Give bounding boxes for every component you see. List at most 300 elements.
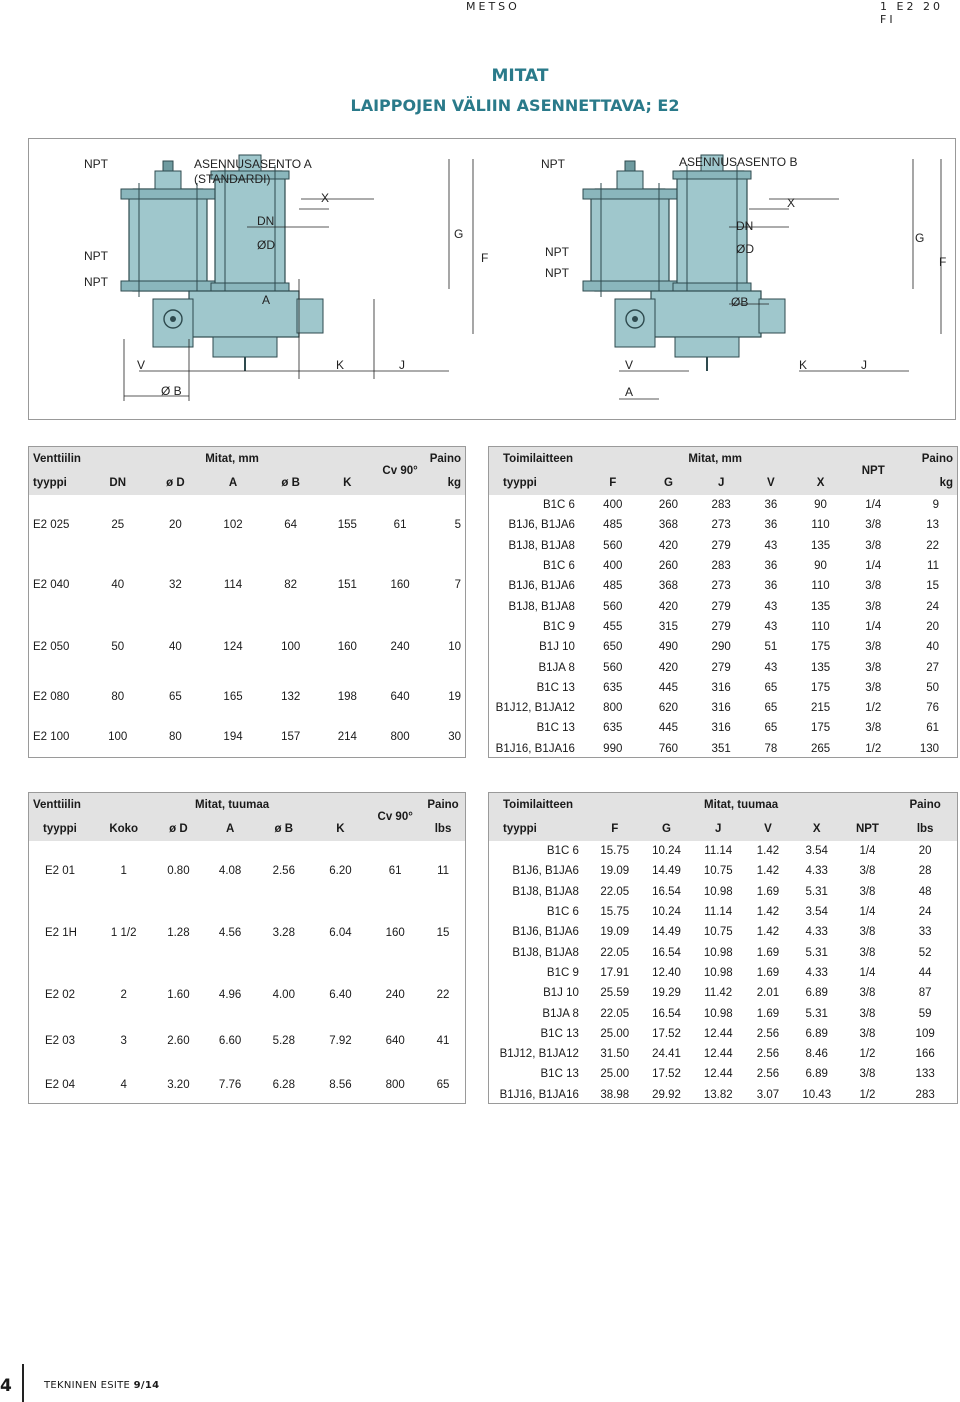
label-j-b: J xyxy=(861,358,867,372)
table-mm-valve-grid xyxy=(29,447,465,749)
cell: 5 xyxy=(454,519,461,531)
cell: 65 xyxy=(168,691,182,703)
cell: 165 xyxy=(223,691,243,703)
th-paino: Paino xyxy=(427,799,459,811)
cell: 640 xyxy=(390,691,410,703)
table-row xyxy=(489,515,957,535)
cell: 240 xyxy=(390,641,410,653)
cell: 1/2 xyxy=(859,1048,876,1061)
cell: 12.44 xyxy=(703,1027,733,1040)
th-col: A xyxy=(228,477,238,489)
cell: 316 xyxy=(711,681,731,694)
cell: 1/2 xyxy=(865,742,882,755)
label-a-b: A xyxy=(625,385,634,399)
cell: 7.92 xyxy=(329,1035,352,1047)
cell: B1C 13 xyxy=(540,1027,579,1040)
cell: E2 1H xyxy=(45,927,77,939)
cell: 4.33 xyxy=(805,865,828,878)
cell: 6.40 xyxy=(329,989,352,1001)
cell: 7 xyxy=(454,579,461,591)
cell: B1J 10 xyxy=(539,641,575,654)
table-row xyxy=(489,1003,957,1023)
table-row xyxy=(489,861,957,881)
cell: 279 xyxy=(711,620,731,633)
table-row xyxy=(29,635,465,659)
cell: B1C 6 xyxy=(542,560,575,573)
cell: 22 xyxy=(436,989,450,1001)
cell: 3/8 xyxy=(859,946,876,959)
cell: 78 xyxy=(764,742,778,755)
cell: 3/8 xyxy=(865,641,882,654)
label-j-a: J xyxy=(399,358,405,372)
footer-text xyxy=(44,1380,159,1391)
cell: 15.75 xyxy=(600,906,630,919)
label-v-a: V xyxy=(137,358,146,372)
cell: 24 xyxy=(918,906,932,919)
cell: 15 xyxy=(926,580,939,593)
table-mm-actuator-grid xyxy=(489,447,957,759)
cell: 3/8 xyxy=(865,600,882,613)
cell: 1 xyxy=(120,865,127,877)
label-ob-a: Ø B xyxy=(161,384,182,398)
table-row xyxy=(29,725,465,749)
table-row xyxy=(29,1073,465,1097)
cell: 157 xyxy=(281,731,301,743)
th-col: F xyxy=(611,823,619,835)
th-venttiilin: Venttiilin xyxy=(33,453,81,465)
cell: 1/4 xyxy=(859,845,876,858)
cell: E2 04 xyxy=(45,1079,76,1091)
label-a-a: A xyxy=(262,293,271,307)
cell: B1J8, B1JA8 xyxy=(508,539,575,552)
table-row xyxy=(489,678,957,698)
th-cv: Cv 90° xyxy=(382,465,418,477)
cell: 5.31 xyxy=(805,1007,828,1020)
cell: 490 xyxy=(658,641,679,654)
cell: 133 xyxy=(915,1068,935,1081)
cell: 9 xyxy=(932,499,939,512)
table-row xyxy=(29,983,465,1007)
cell: 400 xyxy=(603,560,623,573)
cell: 10 xyxy=(448,641,461,653)
cell: 76 xyxy=(926,702,939,715)
cell: 155 xyxy=(337,519,357,531)
cell: 3/8 xyxy=(865,661,882,674)
cell: 16.54 xyxy=(652,1007,681,1020)
cell: B1C 9 xyxy=(542,620,575,633)
label-npt-b-mid: NPT xyxy=(545,245,569,259)
cell: 11.42 xyxy=(704,987,733,1000)
cell: 445 xyxy=(658,722,679,735)
cell: 114 xyxy=(223,579,243,591)
cell: 10.43 xyxy=(802,1088,832,1101)
label-dn-b: DN xyxy=(736,219,754,233)
cell: 3.54 xyxy=(805,845,828,858)
table-mm-actuator xyxy=(488,446,958,758)
cell: B1C 13 xyxy=(536,722,575,735)
th-col: ø D xyxy=(166,477,185,489)
cell: 14.49 xyxy=(652,926,681,939)
th-mitat-mm-right: Mitat, mm xyxy=(688,453,742,465)
label-g-a: G xyxy=(454,227,464,241)
cell: B1C 13 xyxy=(536,681,575,694)
cell: B1C 6 xyxy=(542,499,575,512)
th-paino: Paino xyxy=(909,799,941,811)
label-npt-a-low: NPT xyxy=(84,275,108,289)
label-f-b: F xyxy=(939,255,947,269)
label-x-b: X xyxy=(787,196,796,210)
th-col: NPT xyxy=(855,823,879,835)
cell: 31.50 xyxy=(600,1048,630,1061)
cell: 1.42 xyxy=(756,845,780,858)
th-tyyppi: tyyppi xyxy=(33,477,67,489)
cell: 4.56 xyxy=(218,927,242,939)
cell: 17.52 xyxy=(652,1027,681,1040)
cell: E2 03 xyxy=(45,1035,76,1047)
cell: 265 xyxy=(810,742,831,755)
cell: 445 xyxy=(658,681,679,694)
cell: 64 xyxy=(284,519,298,531)
cell: 43 xyxy=(764,620,778,633)
cell: 283 xyxy=(711,560,731,573)
cell: 175 xyxy=(810,641,831,654)
th-col: X xyxy=(812,823,821,835)
cell: 52 xyxy=(918,946,932,959)
th-col: J xyxy=(715,823,722,835)
label-ob-b: ØB xyxy=(731,295,749,309)
cell: 650 xyxy=(603,641,623,654)
cell: B1J6, B1JA6 xyxy=(512,865,579,878)
table-row xyxy=(489,596,957,616)
cell: 8.56 xyxy=(329,1079,352,1091)
cell: 61 xyxy=(388,865,402,877)
cell: 10.24 xyxy=(652,906,681,919)
cell: 2 xyxy=(120,989,127,1001)
cell: 1/4 xyxy=(865,560,882,573)
cell: 24.41 xyxy=(652,1048,681,1061)
cell: 20 xyxy=(918,845,932,858)
cell: 40 xyxy=(168,641,182,653)
cell: 420 xyxy=(658,600,679,613)
cell: 43 xyxy=(764,600,778,613)
cell: 20 xyxy=(926,620,939,633)
cell: 17.91 xyxy=(600,966,630,979)
cell: 368 xyxy=(658,519,679,532)
cell: 12.44 xyxy=(703,1068,733,1081)
cell: 240 xyxy=(385,989,405,1001)
cell: 5.31 xyxy=(805,885,828,898)
cell: 14.49 xyxy=(652,865,681,878)
cell: 61 xyxy=(393,519,407,531)
cell: 12.40 xyxy=(652,966,681,979)
cell: 132 xyxy=(281,691,301,703)
cell: 151 xyxy=(337,579,357,591)
cell: B1J8, B1JA8 xyxy=(512,885,579,898)
cell: 19.29 xyxy=(652,987,681,1000)
cell: 51 xyxy=(764,641,778,654)
cell: 65 xyxy=(764,681,778,694)
label-npt-b-top: NPT xyxy=(541,157,565,171)
cell: 22.05 xyxy=(600,946,630,959)
cell: B1J8, B1JA8 xyxy=(508,600,575,613)
cell: 6.60 xyxy=(218,1035,242,1047)
cell: 1/4 xyxy=(859,906,876,919)
th-col: DN xyxy=(109,477,127,489)
cell: 10.98 xyxy=(703,946,733,959)
cell: 44 xyxy=(918,966,932,979)
cell: 43 xyxy=(764,539,778,552)
label-k-a: K xyxy=(336,358,345,372)
cell: 109 xyxy=(915,1027,935,1040)
cell: 0.80 xyxy=(167,865,190,877)
label-v-b: V xyxy=(625,358,634,372)
cell: 11 xyxy=(927,560,939,573)
cell: 43 xyxy=(764,661,778,674)
table-in-valve xyxy=(28,792,466,1104)
th-kg: kg xyxy=(447,477,461,489)
cell: 20 xyxy=(168,519,182,531)
cell: 90 xyxy=(814,560,827,573)
cell: 36 xyxy=(764,560,778,573)
cell: 260 xyxy=(658,560,679,573)
table-row xyxy=(29,685,465,709)
cell: 135 xyxy=(810,600,831,613)
cell: 3/8 xyxy=(859,926,876,939)
cell: 40 xyxy=(926,641,939,654)
table-row xyxy=(29,1029,465,1053)
cell: 560 xyxy=(603,539,623,552)
cell: 13 xyxy=(926,519,939,532)
cell: 1.69 xyxy=(756,946,780,959)
cell: 160 xyxy=(337,641,357,653)
cell: 5.31 xyxy=(805,946,828,959)
cell: 102 xyxy=(223,519,243,531)
cell: B1JA 8 xyxy=(538,661,575,674)
th-col: ø D xyxy=(169,823,188,835)
cell: 1.42 xyxy=(756,926,780,939)
cell: 635 xyxy=(603,681,623,694)
cell: B1J12, B1JA12 xyxy=(499,1048,579,1061)
cell: 1.28 xyxy=(167,927,190,939)
table-row xyxy=(489,841,957,861)
cell: 175 xyxy=(810,681,831,694)
cell: 25.00 xyxy=(600,1068,630,1081)
cell: 87 xyxy=(918,987,932,1000)
cell: 2.56 xyxy=(272,865,295,877)
cell: 2.60 xyxy=(167,1035,190,1047)
table-row xyxy=(489,637,957,657)
cell: 315 xyxy=(658,620,679,633)
cell: 16.54 xyxy=(652,885,681,898)
cell: 194 xyxy=(223,731,243,743)
cell: B1J 10 xyxy=(543,987,579,1000)
cell: 485 xyxy=(603,519,623,532)
cell: 485 xyxy=(603,580,623,593)
cell: 800 xyxy=(603,702,623,715)
cell: 283 xyxy=(711,499,731,512)
cell: 2.01 xyxy=(756,987,780,1000)
cell: E2 100 xyxy=(33,731,70,743)
cell: 90 xyxy=(814,499,827,512)
table-row xyxy=(489,617,957,637)
cell: B1J12, B1JA12 xyxy=(495,702,575,715)
th-toimilaitteen: Toimilaitteen xyxy=(503,453,574,465)
cell: B1C 9 xyxy=(546,966,579,979)
cell: 1.69 xyxy=(756,1007,780,1020)
label-mount-a-title: ASENNUSASENTO A xyxy=(194,157,312,171)
cell: 800 xyxy=(390,731,410,743)
cell: 15.75 xyxy=(600,845,630,858)
label-npt-a-mid: NPT xyxy=(84,249,108,263)
th-col: V xyxy=(767,477,775,489)
cell: 36 xyxy=(764,499,778,512)
cell: 25.59 xyxy=(600,987,630,1000)
page-number: 4 xyxy=(0,1376,12,1396)
cell: 1/4 xyxy=(865,499,882,512)
cell: 279 xyxy=(711,661,731,674)
table-row xyxy=(489,739,957,759)
cell: 3/8 xyxy=(859,865,876,878)
cell: B1C 6 xyxy=(546,845,579,858)
cell: B1C 13 xyxy=(540,1068,579,1081)
th-kg: kg xyxy=(939,477,953,489)
cell: 22.05 xyxy=(600,885,630,898)
cell: B1J6, B1JA6 xyxy=(512,926,579,939)
cell: 130 xyxy=(919,742,939,755)
cell: 620 xyxy=(658,702,679,715)
footer-divider xyxy=(22,1364,24,1402)
th-npt: NPT xyxy=(861,465,885,477)
th-mitat-in: Mitat, tuumaa xyxy=(195,799,270,811)
cell: 8.46 xyxy=(805,1048,828,1061)
th-col: G xyxy=(663,477,673,489)
th-lbs: lbs xyxy=(434,823,452,835)
table-row xyxy=(489,698,957,718)
cell: 1.69 xyxy=(756,966,780,979)
cell: 4.00 xyxy=(272,989,295,1001)
cell: 1.42 xyxy=(756,865,780,878)
cell: 368 xyxy=(658,580,679,593)
cell: 4.08 xyxy=(218,865,242,877)
table-mm-valve xyxy=(28,446,466,758)
cell: 316 xyxy=(711,722,731,735)
cell: 50 xyxy=(926,681,939,694)
cell: 214 xyxy=(337,731,357,743)
th-col: K xyxy=(336,823,345,835)
cell: 50 xyxy=(111,641,125,653)
table-row xyxy=(489,1044,957,1064)
cell: 4.96 xyxy=(218,989,242,1001)
cell: 135 xyxy=(810,539,831,552)
table-row xyxy=(29,573,465,597)
cell: 560 xyxy=(603,661,623,674)
table-in-actuator-grid xyxy=(489,793,957,1105)
cell: 11 xyxy=(437,865,450,877)
cell: 80 xyxy=(111,691,125,703)
cell: 260 xyxy=(658,499,679,512)
cell: 420 xyxy=(658,661,679,674)
th-col: G xyxy=(662,823,671,835)
th-lbs: lbs xyxy=(916,823,934,835)
cell: E2 01 xyxy=(45,865,76,877)
cell: 990 xyxy=(603,742,623,755)
th-tyyppi: tyyppi xyxy=(503,477,537,489)
cell: 65 xyxy=(764,722,778,735)
cell: 24 xyxy=(926,600,939,613)
cell: 5.28 xyxy=(272,1035,295,1047)
cell: 65 xyxy=(764,702,778,715)
cell: 1/4 xyxy=(865,620,882,633)
table-row xyxy=(489,902,957,922)
cell: 4.33 xyxy=(805,966,828,979)
th-mitat-in-right: Mitat, tuumaa xyxy=(704,799,779,811)
cell: 17.52 xyxy=(652,1068,681,1081)
cell: 420 xyxy=(658,539,679,552)
th-col: Koko xyxy=(109,823,139,835)
cell: 1/2 xyxy=(859,1088,876,1101)
cell: 22 xyxy=(926,539,939,552)
dimension-drawing xyxy=(28,138,956,420)
table-row xyxy=(489,922,957,942)
table-row xyxy=(489,942,957,962)
cell: B1C 6 xyxy=(546,906,579,919)
label-k-b: K xyxy=(799,358,808,372)
cell: 100 xyxy=(281,641,301,653)
cell: 3.07 xyxy=(756,1088,780,1101)
cell: 10.24 xyxy=(652,845,681,858)
cell: 273 xyxy=(711,519,731,532)
cell: 80 xyxy=(168,731,182,743)
cell: 110 xyxy=(811,519,830,532)
cell: B1J6, B1JA6 xyxy=(508,519,575,532)
cell: 3/8 xyxy=(859,987,876,1000)
cell: 19.09 xyxy=(600,926,630,939)
cell: 4 xyxy=(120,1079,127,1091)
cell: 27 xyxy=(926,661,939,674)
cell: 82 xyxy=(284,579,298,591)
cell: 800 xyxy=(385,1079,405,1091)
cell: E2 040 xyxy=(33,579,70,591)
cell: 1.60 xyxy=(167,989,190,1001)
cell: 19.09 xyxy=(600,865,630,878)
cell: B1J16, B1JA16 xyxy=(499,1088,579,1101)
cell: 1 1/2 xyxy=(110,927,137,939)
cell: 1/4 xyxy=(859,966,876,979)
cell: 10.75 xyxy=(703,865,733,878)
table-row xyxy=(489,657,957,677)
cell: 48 xyxy=(918,885,932,898)
cell: 3/8 xyxy=(859,885,876,898)
table-row xyxy=(489,1024,957,1044)
label-npt-b-low: NPT xyxy=(545,266,569,280)
cell: 6.04 xyxy=(329,927,352,939)
cell: 41 xyxy=(436,1035,450,1047)
cell: 19 xyxy=(448,691,461,703)
cell: 4.33 xyxy=(805,926,828,939)
cell: B1J8, B1JA8 xyxy=(512,946,579,959)
table-row xyxy=(489,1064,957,1084)
table-row xyxy=(489,495,957,515)
cell: 10.98 xyxy=(703,885,733,898)
th-venttiilin: Venttiilin xyxy=(33,799,81,811)
cell: 40 xyxy=(111,579,125,591)
table-row xyxy=(29,921,465,945)
cell: 635 xyxy=(603,722,623,735)
cell: 279 xyxy=(711,539,731,552)
cell: 30 xyxy=(448,731,461,743)
cell: 16.54 xyxy=(652,946,681,959)
table-row xyxy=(29,859,465,883)
